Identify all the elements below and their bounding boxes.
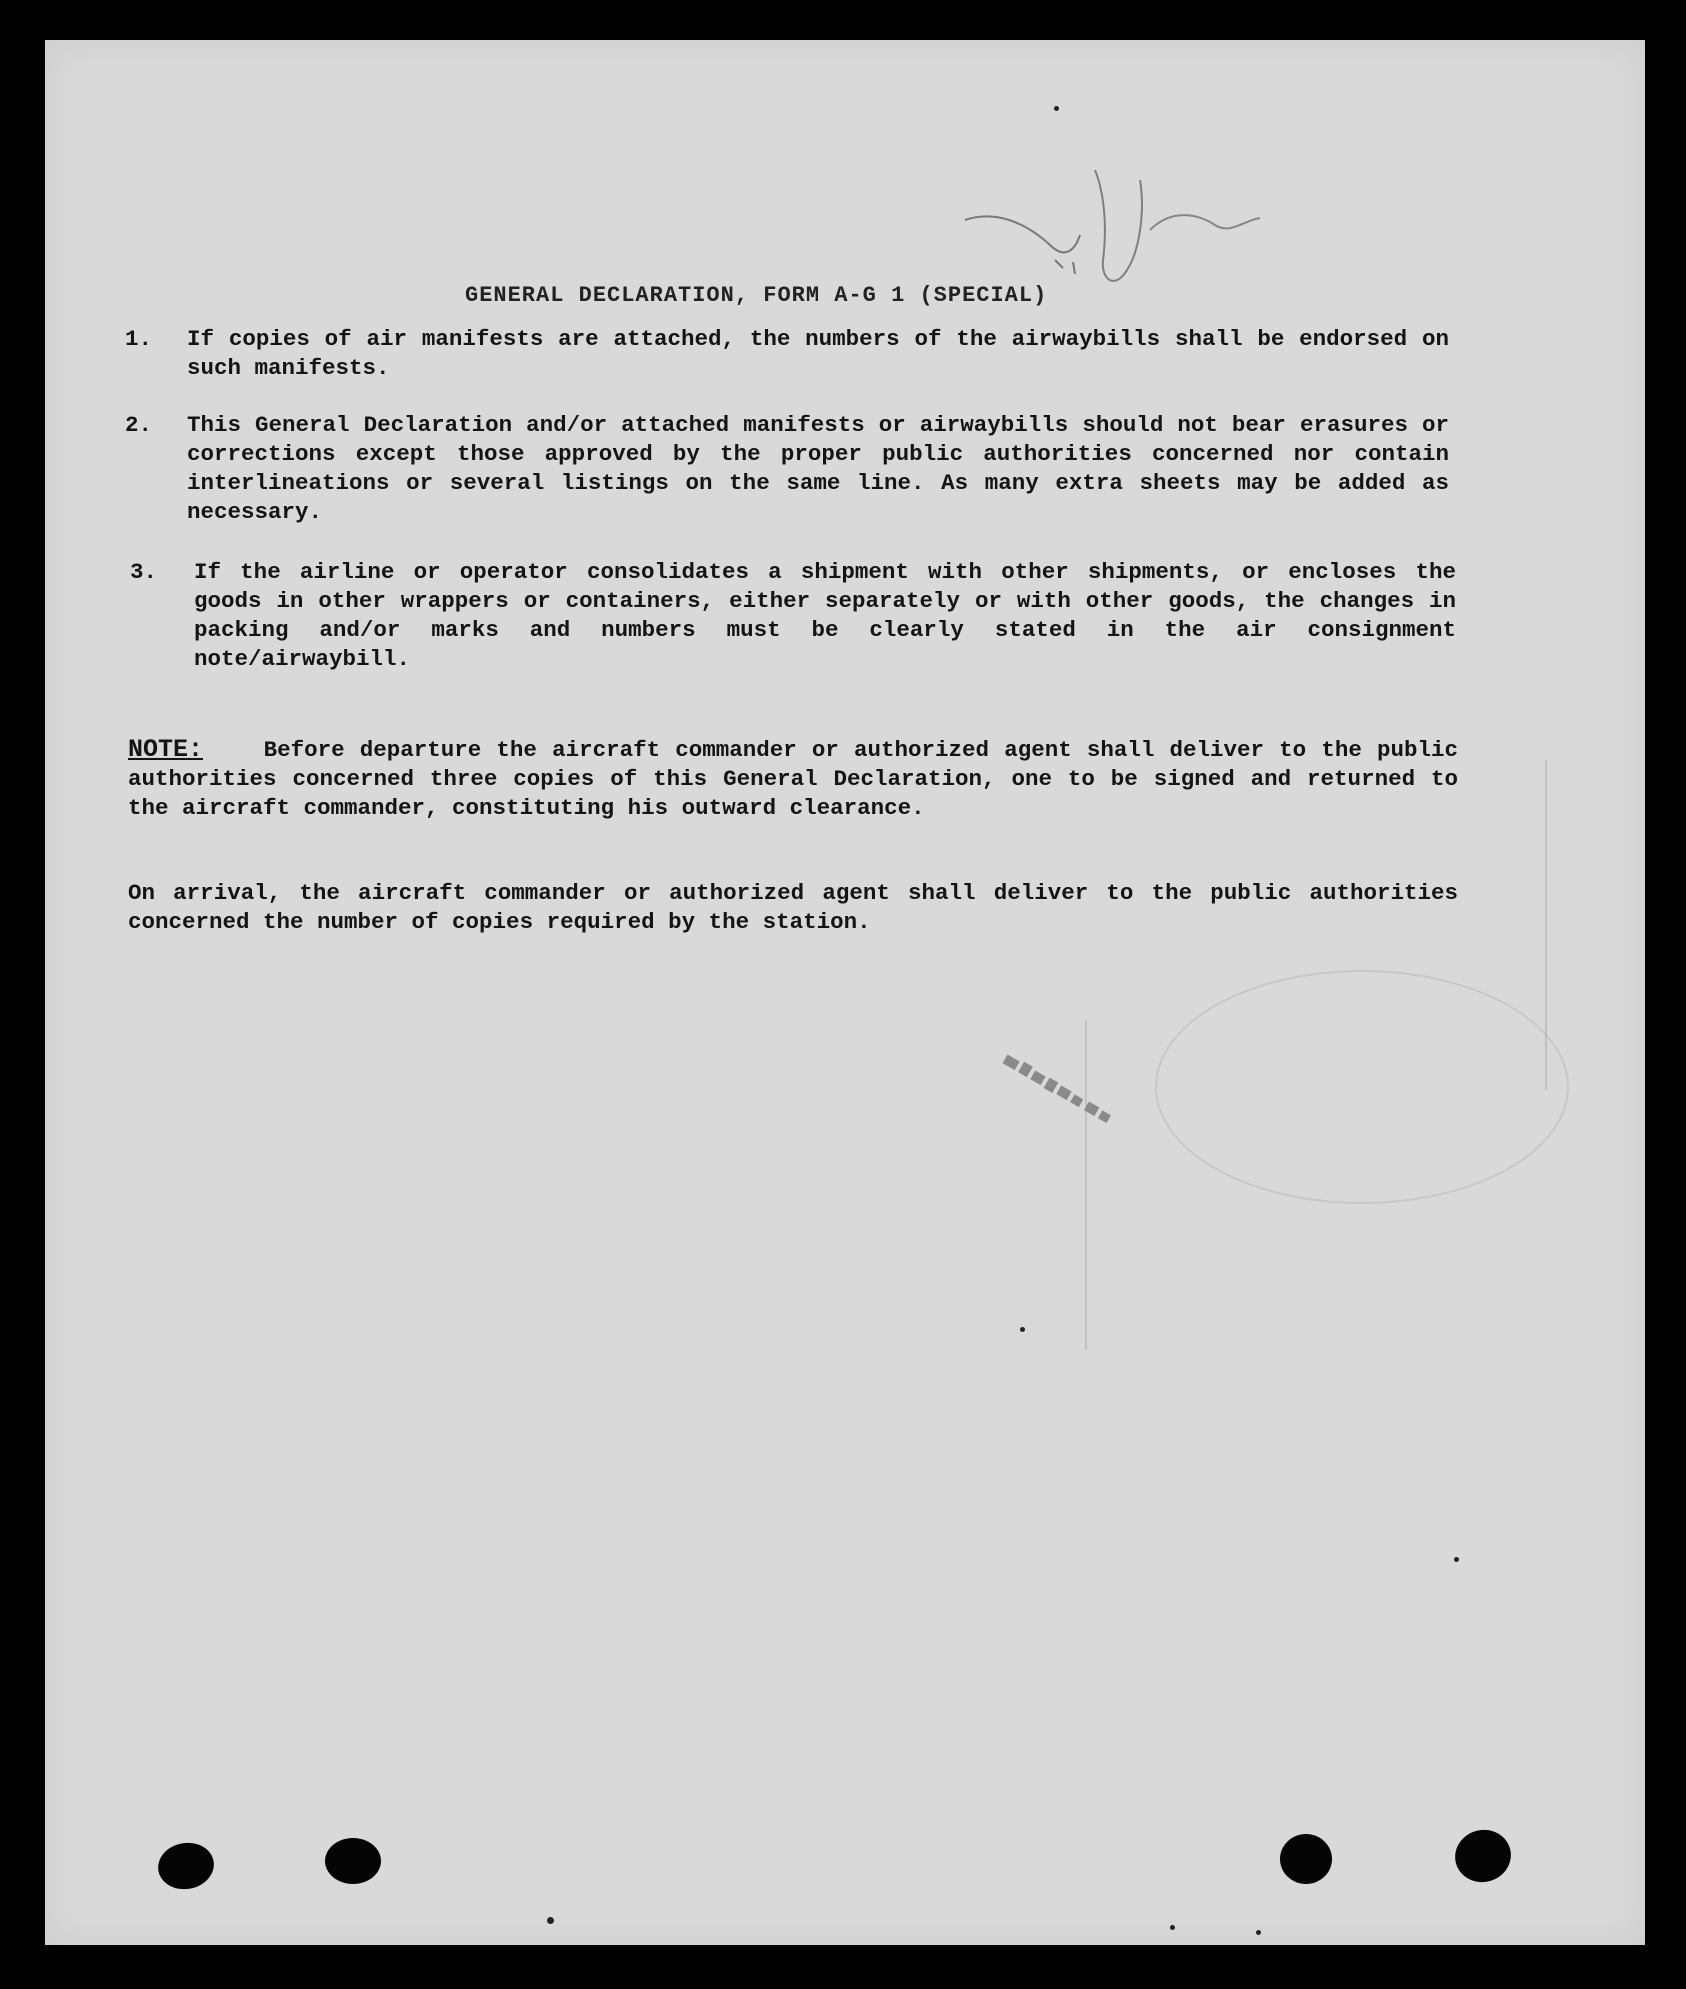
item-text: If the airline or operator consolidates a shipment with other shipments, or encloses the goods in other wrappers or containers, either separately or with other goods, the changes in packing and/or marks and numbers must be clearly stated in the air consignment note/airwaybill.: [194, 559, 1456, 672]
speck: [1054, 106, 1059, 111]
item-number: 1.: [125, 326, 153, 352]
speck: [547, 1917, 554, 1924]
note-label: NOTE:: [128, 735, 204, 764]
note-text: Before departure the aircraft commander or authorized agent shall deliver to the public authorities concerned three copies of this General Declaration, one to be signed and returned to the aircraft commander, constituting his outward clearance.: [128, 737, 1458, 821]
arrival-paragraph: On arrival, the aircraft commander or authorized agent shall deliver to the public authorities concerned the number of copies required by the station.: [128, 880, 1458, 935]
speck: [1020, 1327, 1025, 1332]
item-number: 3.: [130, 559, 158, 585]
item-text: This General Declaration and/or attached manifests or airwaybills should not bear erasures or corrections except those approved by the proper public authorities concerned nor contain interlineations or several listings on the same line. As many extra sheets may be added as necessary.: [187, 412, 1449, 525]
punch-hole: [325, 1838, 381, 1884]
speck: [1256, 1930, 1261, 1935]
form-title: GENERAL DECLARATION, FORM A-G 1 (SPECIAL): [465, 283, 1048, 308]
punch-hole: [1280, 1834, 1332, 1884]
instruction-item-1: [125, 325, 1455, 385]
bleed-through-line: [1545, 760, 1547, 1090]
item-text: If copies of air manifests are attached, the numbers of the airwaybills shall be endorsed on such manifests.: [187, 326, 1449, 381]
instruction-item-2: [125, 411, 1455, 531]
note-paragraph: [128, 735, 1458, 823]
bleed-through-circle: [1155, 970, 1569, 1204]
item-number: 2.: [125, 412, 153, 438]
speck: [1454, 1557, 1459, 1562]
faint-stamp-icon: [980, 1050, 1150, 1160]
speck: [1170, 1925, 1175, 1930]
instruction-item-3: [130, 558, 1460, 678]
